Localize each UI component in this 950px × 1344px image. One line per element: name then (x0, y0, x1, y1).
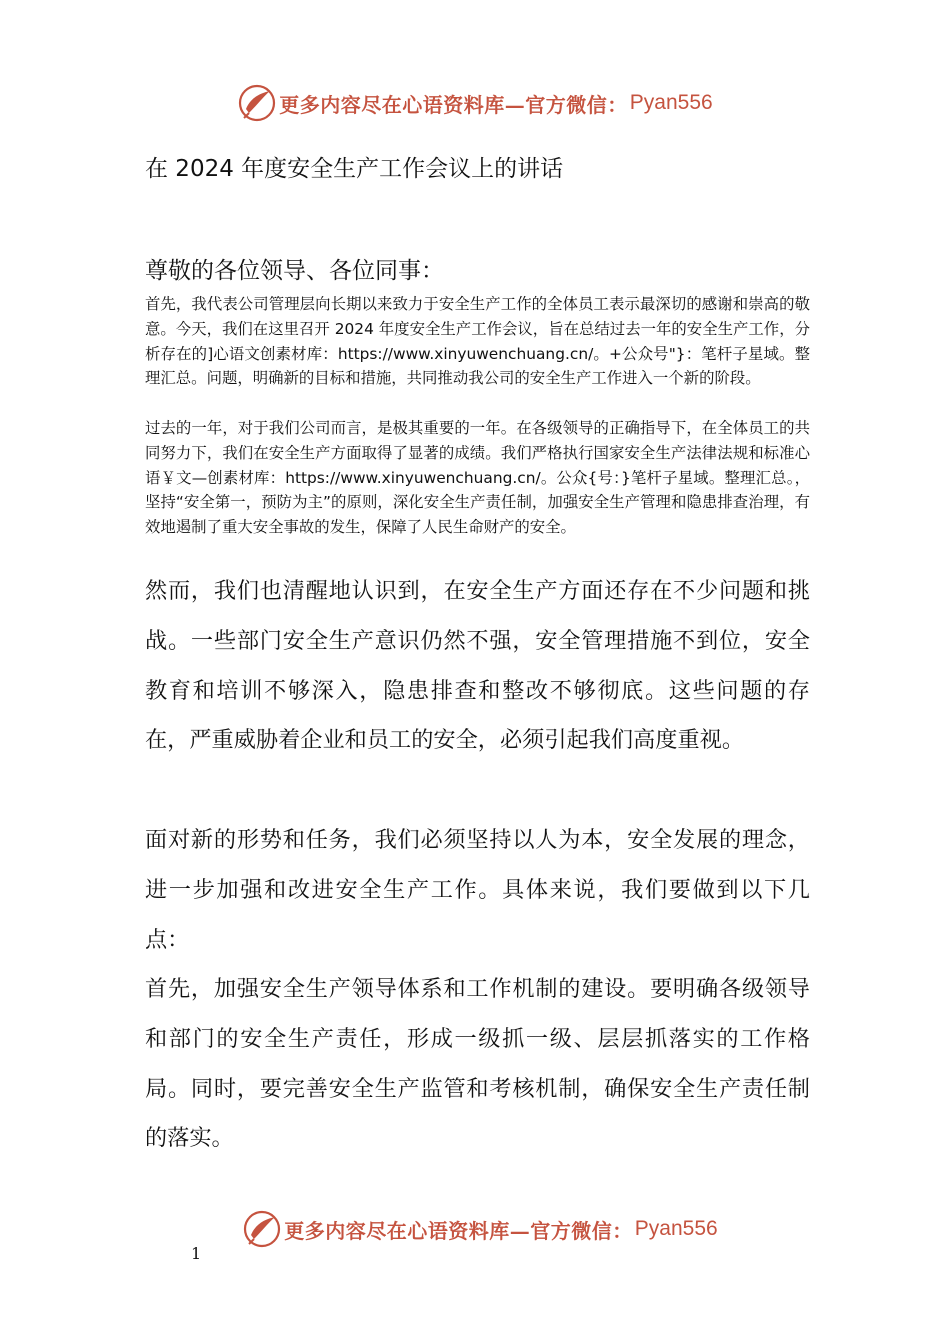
paragraph-5: 首先，加强安全生产领导体系和工作机制的建设。要明确各级领导和部门的安全生产责任，形成一级抓一级、层层抓落实的工作格局。同时，要完善安全生产监管和考核机制，确保安全生产责任制的落实。 (145, 976, 810, 1152)
page-number: 1 (191, 1244, 202, 1263)
brand-logo-icon (237, 83, 277, 123)
paragraph-3: 然而，我们也清醒地认识到，在安全生产方面还存在不少问题和挑战。一些部门安全生产意识仍然不强，安全管理措施不到位，安全教育和培训不够深入，隐患排查和整改不够彻底。这些问题的存在，严重威胁着企业和员工的安全，必须引起我们高度重视。 (145, 578, 810, 754)
paragraph-1: 首先，我代表公司管理层向长期以来致力于安全生产工作的全体员工表示最深切的感谢和崇高的敬意。今天，我们在这里召开 2024 年度安全生产工作会议，旨在总结过去一年的安全生产工作，分析存在的]心语文创素材库：https://www.xinyuwenchuang.cn/。+公众号"}：笔杆子星域。整理汇总。问题，明确新的目标和措施，共同推动我公司的安全生产工作进入一个新的阶段。 (145, 295, 810, 388)
footer-wechat-id: Pyan556 (634, 1217, 718, 1240)
greeting: 尊敬的各位领导、各位同事： (145, 258, 444, 284)
paragraph-2: 过去的一年，对于我们公司而言，是极其重要的一年。在各级领导的正确指导下，在全体员工的共同努力下，我们在安全生产方面取得了显著的成绩。我们严格执行国家安全生产法律法规和标准心语￥文—创素材库：https://www.xinyuwenchuang.cn/。公众{号：}笔杆子星域。整理汇总。，坚持“安全第一，预防为主”的原则，深化安全生产责任制，加强安全生产管理和隐患排查治理，有效地遏制了重大安全事故的发生，保障了人民生命财产的安全。 (145, 419, 810, 537)
header-brand-text: 更多内容尽在心语资料库—官方微信： (279, 92, 628, 117)
footer-watermark (0, 1206, 950, 1252)
header-wechat-id: Pyan556 (629, 91, 713, 114)
paragraph-4: 面对新的形势和任务，我们必须坚持以人为本，安全发展的理念，进一步加强和改进安全生产工作。具体来说，我们要做到以下几点： (145, 827, 810, 953)
brand-logo-icon (242, 1209, 282, 1249)
document-title: 在 2024 年度安全生产工作会议上的讲话 (145, 156, 564, 182)
header-watermark (0, 80, 950, 126)
footer-brand-text: 更多内容尽在心语资料库—官方微信： (284, 1218, 633, 1243)
